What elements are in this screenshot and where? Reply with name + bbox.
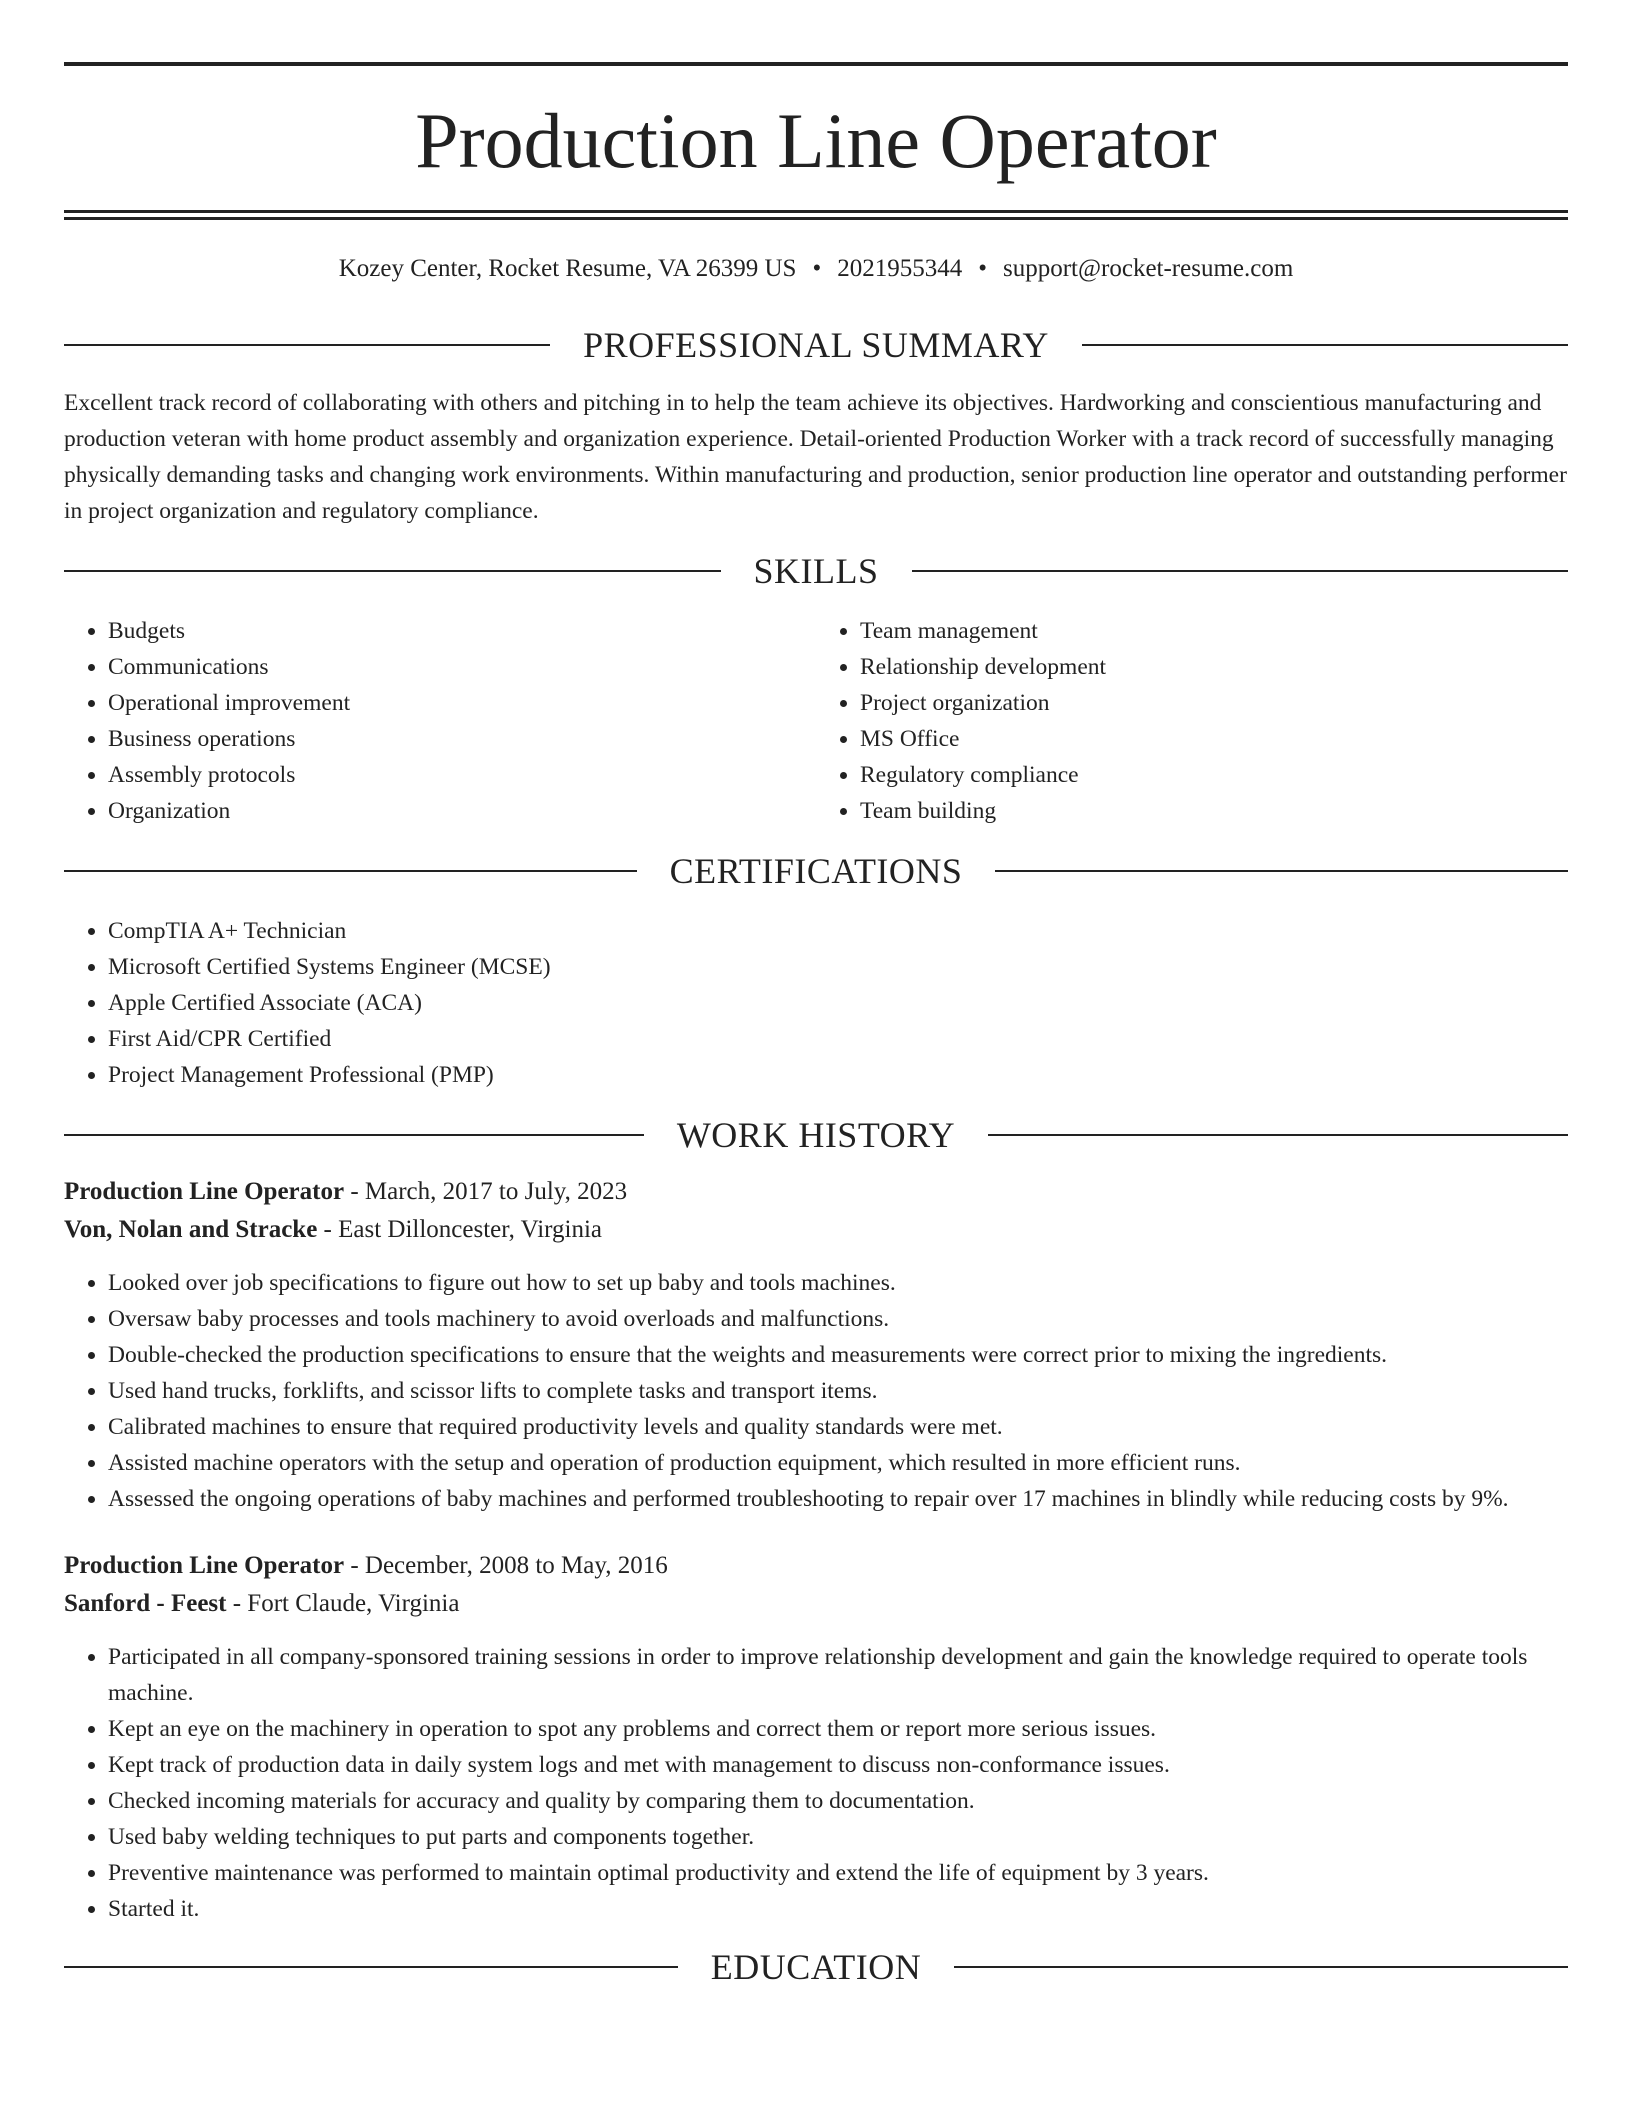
job-bullets [64,1639,1568,1927]
skill-item: • MS Office [860,721,1568,757]
section-title: PROFESSIONAL SUMMARY [583,325,1049,365]
section-heading-skills [64,553,1568,589]
certification-item: • Apple Certified Associate (ACA) [108,985,1568,1021]
job-company: Von, Nolan and Stracke [64,1216,318,1243]
job-location: - Fort Claude, Virginia [226,1590,460,1617]
section-heading-education [64,1949,1568,1985]
skill-item: • Assembly protocols [108,757,816,793]
job-location: - East Dilloncester, Virginia [317,1216,603,1243]
job-bullet: • Used hand trucks, forklifts, and scissor lifts to complete tasks and transport items. [108,1373,1568,1409]
skill-item: • Business operations [108,721,816,757]
heading-rule [954,1966,1568,1968]
summary-text: Excellent track record of collaborating with others and pitching in to help the team achieve its objectives. Hardworking and conscientious manufacturing and production veteran with home product assembly and organization experience. Detail-oriented Production Worker with a track record of successfully managing physically demanding tasks and changing work environments. Within manufacturing and production, senior production line operator and outstanding performer in project organization and regulatory compliance. [64,390,1567,524]
heading-rule [64,1134,644,1136]
section-heading-work-history [64,1117,1568,1153]
heading-rule [64,344,550,346]
heading-rule [995,870,1568,872]
skill-item: • Regulatory compliance [860,757,1568,793]
job-bullets [64,1265,1568,1517]
contact-separator: • [978,255,987,282]
section-heading-certifications [64,853,1568,889]
section-title: CERTIFICATIONS [669,851,963,891]
job-title-line [64,1547,1568,1585]
job-entry [64,1173,1568,1517]
contact-email: support@rocket-resume.com [1003,255,1294,282]
title-double-rule [64,210,1568,220]
job-company: Sanford - Feest [64,1590,227,1617]
job-title: Production Line Operator [64,1178,345,1205]
job-bullet: • Assessed the ongoing operations of baby machines and performed troubleshooting to repair over 17 machines in blindly while reducing costs by 9%. [108,1481,1568,1517]
certification-item: • First Aid/CPR Certified [108,1021,1568,1057]
job-bullet: • Checked incoming materials for accuracy and quality by comparing them to documentation. [108,1783,1568,1819]
job-bullet: • Used baby welding techniques to put parts and components together. [108,1819,1568,1855]
job-bullet: • Participated in all company-sponsored training sessions in order to improve relationship development and gain the knowledge required to operate tools machine. [108,1639,1568,1711]
certification-item: • Microsoft Certified Systems Engineer (MCSE) [108,949,1568,985]
contact-address: Kozey Center, Rocket Resume, VA 26399 US [338,255,797,282]
job-bullet: • Double-checked the production specifications to ensure that the weights and measurements were correct prior to mixing the ingredients. [108,1337,1568,1373]
job-bullet: • Assisted machine operators with the setup and operation of production equipment, which resulted in more efficient runs. [108,1445,1568,1481]
contact-line [64,256,1568,281]
certification-item: • CompTIA A+ Technician [108,913,1568,949]
section-heading-summary [64,327,1568,363]
heading-rule [1082,344,1568,346]
skill-item: • Team management [860,613,1568,649]
skill-item: • Operational improvement [108,685,816,721]
heading-rule [64,870,637,872]
skills-list-right [816,613,1568,829]
skills-list-left [64,613,816,829]
job-dates: - March, 2017 to July, 2023 [344,1178,628,1205]
top-rule [64,62,1568,66]
job-bullet: • Started it. [108,1891,1568,1927]
certification-item: • Project Management Professional (PMP) [108,1057,1568,1093]
section-title: WORK HISTORY [676,1115,956,1155]
skill-item: • Project organization [860,685,1568,721]
job-title: Production Line Operator [64,1552,345,1579]
job-bullet: • Calibrated machines to ensure that required productivity levels and quality standards were met. [108,1409,1568,1445]
job-bullet: • Kept track of production data in daily system logs and met with management to discuss non-conformance issues. [108,1747,1568,1783]
job-bullet: • Oversaw baby processes and tools machinery to avoid overloads and malfunctions. [108,1301,1568,1337]
skill-item: • Organization [108,793,816,829]
job-bullet: • Looked over job specifications to figure out how to set up baby and tools machines. [108,1265,1568,1301]
job-bullet: • Kept an eye on the machinery in operation to spot any problems and correct them or report more serious issues. [108,1711,1568,1747]
skill-item: • Team building [860,793,1568,829]
job-company-line [64,1211,1568,1249]
certifications-list [64,913,1568,1093]
heading-rule [64,570,721,572]
job-bullet: • Preventive maintenance was performed to maintain optimal productivity and extend the life of equipment by 3 years. [108,1855,1568,1891]
job-dates: - December, 2008 to May, 2016 [344,1552,668,1579]
skills-columns [64,613,1568,829]
section-title: EDUCATION [710,1947,922,1987]
skill-item: • Relationship development [860,649,1568,685]
job-company-line [64,1585,1568,1623]
contact-separator: • [812,255,822,282]
contact-phone: 2021955344 [837,255,963,282]
heading-rule [912,570,1569,572]
job-title-line [64,1173,1568,1211]
section-title: SKILLS [753,551,879,591]
heading-rule [988,1134,1568,1136]
skill-item: • Budgets [108,613,816,649]
skill-item: • Communications [108,649,816,685]
job-entry [64,1547,1568,1927]
resume-title: Production Line Operator [415,97,1217,184]
heading-rule [64,1966,678,1968]
